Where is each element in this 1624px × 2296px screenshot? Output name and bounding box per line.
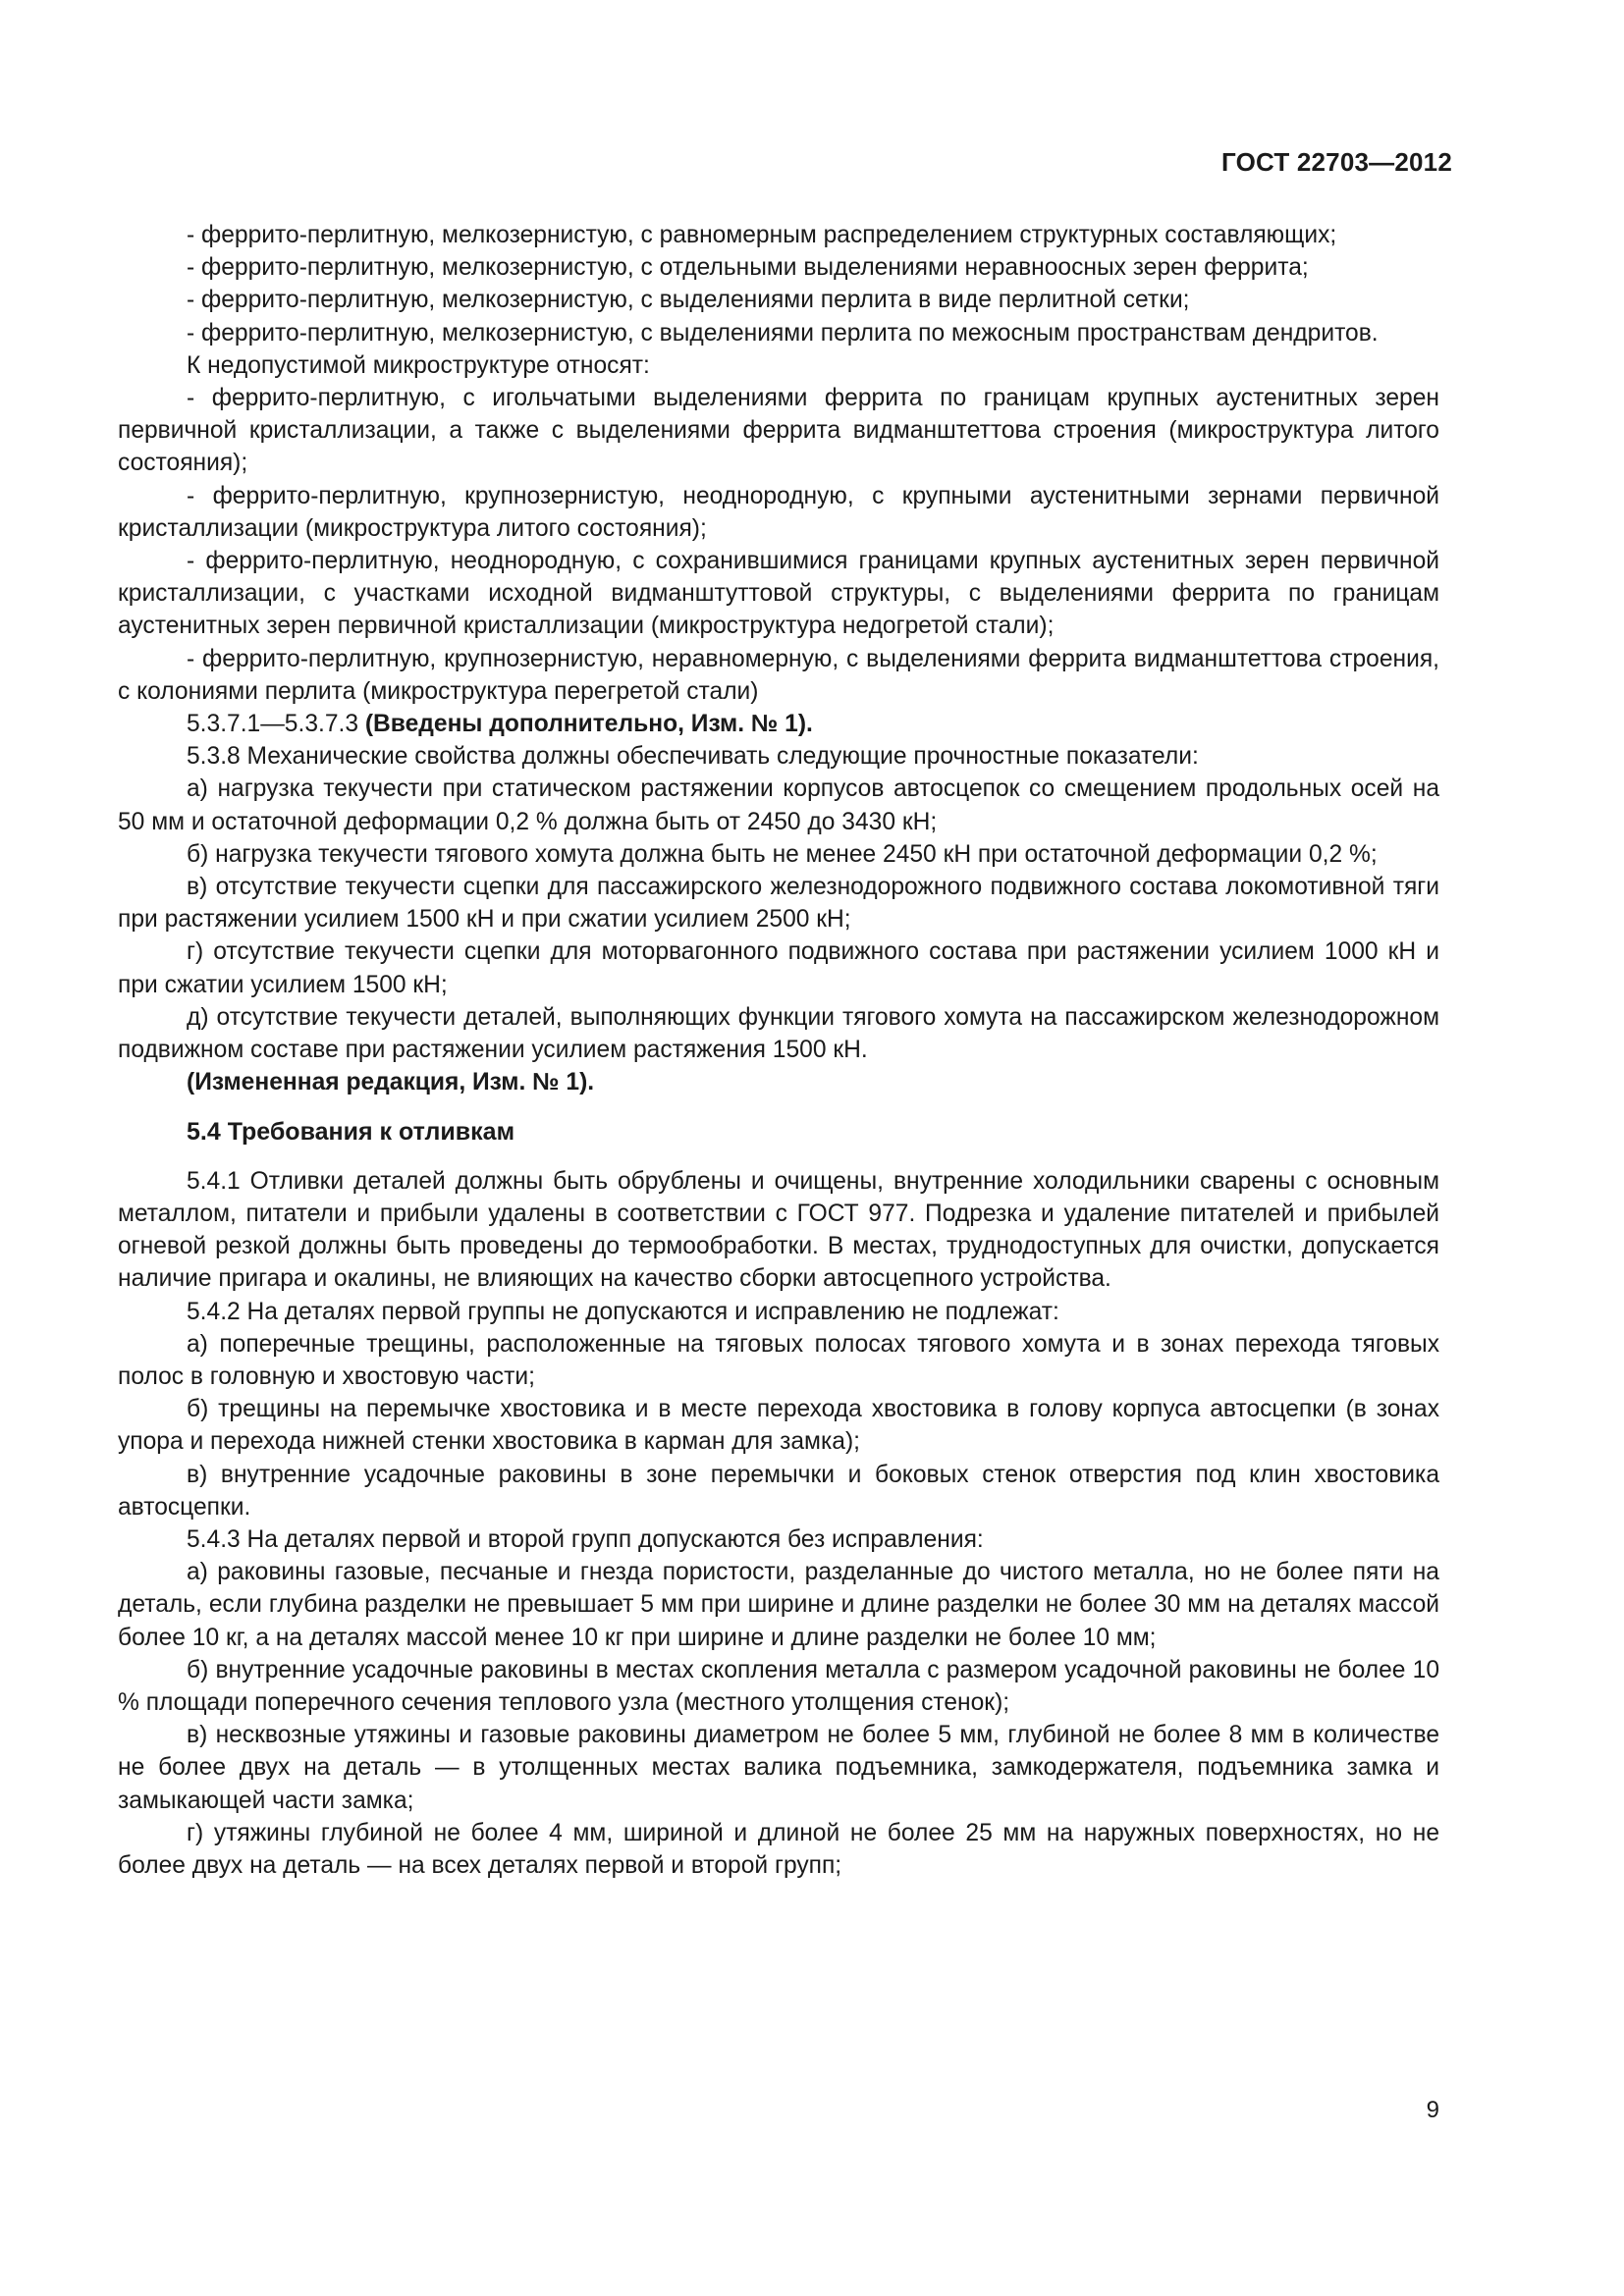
page-body: [118, 219, 1439, 1882]
page-number: 9: [1426, 2097, 1439, 2123]
paragraph: - феррито-перлитную, мелкозернистую, с отдельными выделениями неравноосных зерен феррита;: [187, 254, 1309, 282]
paragraph: - феррито-перлитную, неоднородную, с сохранившимися границами крупных аустенитных зерен первичной кристаллизации, с участками исходной видманштуттовой структуры, с выделениями феррита по границам аустенитных зерен первичной кристаллизации (микроструктура недогретой стали);: [118, 548, 1439, 640]
amendment-note: [118, 1066, 1439, 1098]
paragraph: в) отсутствие текучести сцепки для пассажирского железнодорожного подвижного состава локомотивной тяги при растяжении усилием 1500 кН и при сжатии усилием 2500 кН;: [118, 874, 1439, 934]
paragraph: а) поперечные трещины, расположенные на тяговых полосах тягового хомута и в зонах перехода тяговых полос в головную и хвостовую части;: [118, 1330, 1439, 1390]
paragraph: б) внутренние усадочные раковины в местах скопления металла с размером усадочной раковины не более 10 % площади поперечного сечения теплового узла (местного утолщения стенок);: [118, 1656, 1439, 1716]
paragraph: - феррито-перлитную, крупнозернистую, неоднородную, с крупными аустенитными зернами первичной кристаллизации (микроструктура литого состояния);: [118, 482, 1439, 542]
amendment-note: [118, 708, 1439, 740]
paragraph: б) нагрузка текучести тягового хомута должна быть не менее 2450 кН при остаточной деформации 0,2 %;: [187, 840, 1378, 868]
paragraph: - феррито-перлитную, мелкозернистую, с выделениями перлита по межосным пространствам дендритов.: [187, 319, 1379, 347]
paragraph: б) трещины на перемычке хвостовика и в месте перехода хвостовика в голову корпуса автосцепки (в зонах упора и перехода нижней стенки хвостовика в карман для замка);: [118, 1396, 1439, 1456]
paragraph: 5.4.2 На деталях первой группы не допускаются и исправлению не подлежат:: [187, 1298, 1059, 1325]
paragraph: 5.4.3 На деталях первой и второй групп допускаются без исправления:: [187, 1525, 984, 1553]
amendment-text: (Введены дополнительно, Изм. № 1).: [364, 711, 813, 738]
amendment-text: (Измененная редакция, Изм. № 1).: [187, 1069, 595, 1096]
paragraph: - феррито-перлитную, крупнозернистую, неравномерную, с выделениями феррита видманштеттова строения, с колониями перлита (микроструктура перегретой стали): [118, 645, 1439, 705]
paragraph: - феррито-перлитную, с игольчатыми выделениями феррита по границам крупных аустенитных зерен первичной кристаллизации, а также с выделениями феррита видманштеттова строения (микроструктура литого состояния);: [118, 385, 1439, 477]
paragraph: г) отсутствие текучести сцепки для моторвагонного подвижного состава при растяжении усилием 1000 кН и при сжатии усилием 1500 кН;: [118, 938, 1439, 998]
paragraph: в) несквозные утяжины и газовые раковины диаметром не более 5 мм, глубиной не более 8 мм в количестве не более двух на деталь — в утолщенных местах валика подъемника, замкодержателя, подъемника замка и замыкающей части замка;: [118, 1722, 1439, 1814]
paragraph: - феррито-перлитную, мелкозернистую, с выделениями перлита в виде перлитной сетки;: [187, 287, 1190, 314]
paragraph: д) отсутствие текучести деталей, выполняющих функции тягового хомута на пассажирском железнодорожном подвижном составе при растяжении усилием растяжения 1500 кН.: [118, 1003, 1439, 1064]
paragraph: 5.3.8 Механические свойства должны обеспечивать следующие прочностные показатели:: [187, 743, 1199, 771]
paragraph: - феррито-перлитную, мелкозернистую, с равномерным распределением структурных составляющих;: [187, 222, 1337, 248]
paragraph: К недопустимой микроструктуре относят:: [187, 351, 650, 379]
document-id: ГОСТ 22703—2012: [1221, 147, 1452, 177]
paragraph: а) нагрузка текучести при статическом растяжении корпусов автосцепок со смещением продольных осей на 50 мм и остаточной деформации 0,2 % должна быть от 2450 до 3430 кН;: [118, 775, 1439, 835]
section-heading: 5.4 Требования к отливкам: [187, 1118, 515, 1147]
paragraph: 5.4.1 Отливки деталей должны быть обрублены и очищены, внутренние холодильники сварены с основным металлом, питатели и прибыли удалены в соответствии с ГОСТ 977. Подрезка и удаление питателей и прибылей огневой резкой должны быть проведены до термообработки. В местах, труднодоступных для очистки, допускается наличие пригара и окалины, не влияющих на качество сборки автосцепного устройства.: [118, 1167, 1439, 1293]
paragraph: в) внутренние усадочные раковины в зоне перемычки и боковых стенок отверстия под клин хвостовика автосцепки.: [118, 1461, 1439, 1521]
paragraph: а) раковины газовые, песчаные и гнезда пористости, разделанные до чистого металла, но не более пяти на деталь, если глубина разделки не превышает 5 мм при ширине и длине разделки не более 30 мм на деталях массой более 10 кг, а на деталях массой менее 10 кг при ширине и длине разделки не более 10 мм;: [118, 1559, 1439, 1651]
clause-ref: 5.3.7.1—5.3.7.3: [187, 711, 365, 738]
paragraph: г) утяжины глубиной не более 4 мм, шириной и длиной не более 25 мм на наружных поверхностях, но не более двух на деталь — на всех деталях первой и второй групп;: [118, 1819, 1439, 1879]
